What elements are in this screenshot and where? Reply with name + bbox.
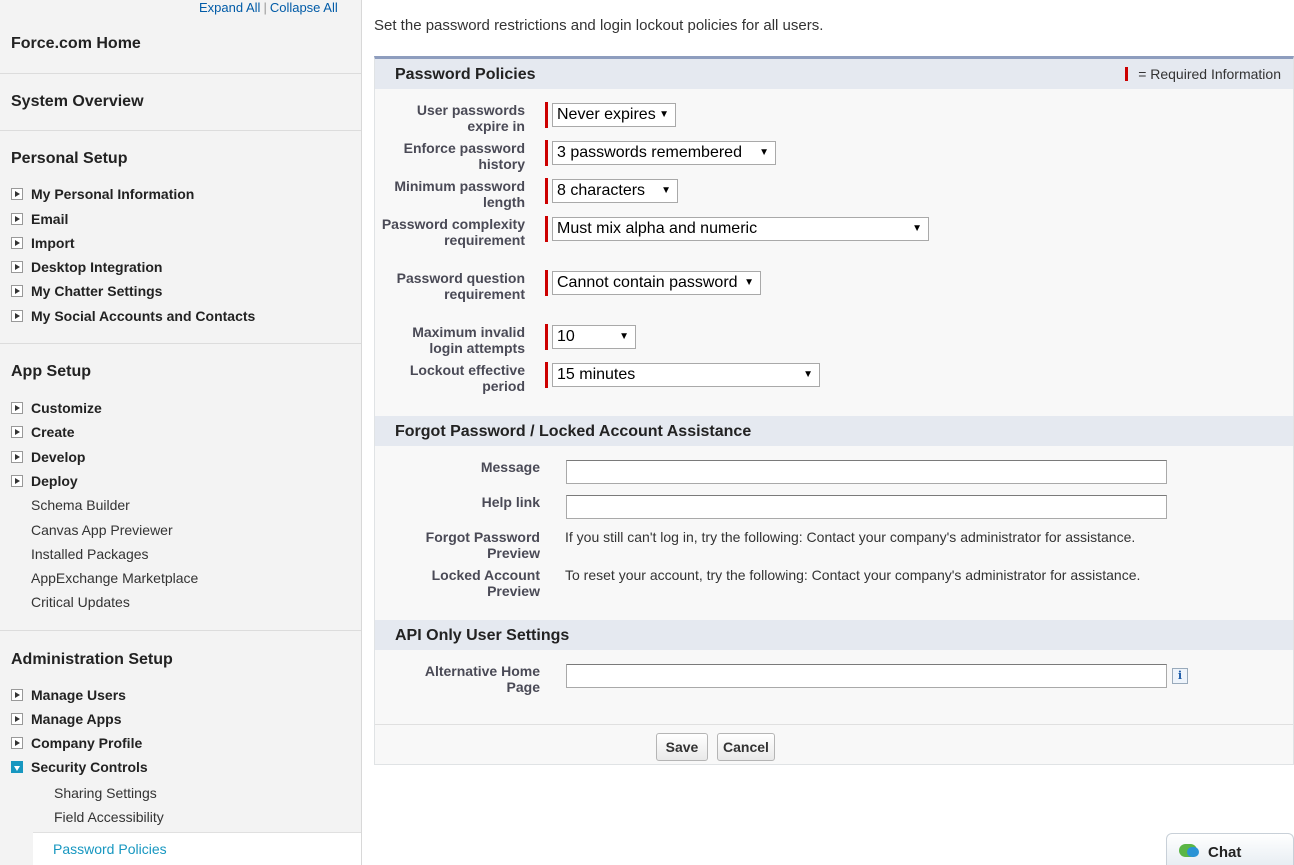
forgot-password-preview-text: If you still can't log in, try the following: Contact your company's administrator for assistance. [565, 529, 1136, 545]
expand-all-link[interactable]: Expand All [199, 0, 261, 15]
sidebar-link-critical-updates[interactable]: Critical Updates [31, 594, 130, 610]
setup-sidebar [0, 0, 362, 865]
chat-widget[interactable] [1166, 833, 1294, 865]
label-locked-account-preview: Locked Account Preview [431, 567, 540, 599]
sidebar-item-deploy[interactable]: Deploy [11, 472, 78, 490]
sidebar-link-sharing-settings[interactable]: Sharing Settings [54, 785, 157, 801]
required-marker [545, 324, 548, 350]
sidebar-title-force-home[interactable]: Force.com Home [11, 35, 141, 52]
sidebar-item-desktop-integration[interactable]: Desktop Integration [11, 258, 162, 276]
chat-label: Chat [1208, 844, 1242, 861]
sidebar-section-overview [0, 73, 361, 131]
sidebar-title-system-overview[interactable]: System Overview [11, 93, 144, 110]
label-help-link: Help link [481, 494, 540, 510]
expand-triangle-icon[interactable] [11, 402, 23, 414]
sidebar-section-personal [0, 130, 361, 344]
sidebar-section-home [0, 18, 361, 73]
sidebar-item-email[interactable]: Email [11, 210, 68, 228]
dropdown-arrow-icon: ▼ [803, 369, 813, 380]
dropdown-arrow-icon: ▼ [659, 109, 669, 120]
sidebar-link-field-accessibility[interactable]: Field Accessibility [54, 809, 164, 825]
chat-bubble-icon [1179, 844, 1197, 857]
sidebar-title-app-setup: App Setup [11, 363, 91, 380]
expand-triangle-icon[interactable] [11, 188, 23, 200]
sidebar-item-chatter-settings[interactable]: My Chatter Settings [11, 282, 162, 300]
sidebar-link-canvas-app-previewer[interactable]: Canvas App Previewer [31, 522, 173, 538]
sidebar-item-manage-users[interactable]: Manage Users [11, 686, 126, 704]
sidebar-link-password-policies-selected[interactable]: Password Policies [33, 832, 361, 865]
expand-triangle-icon[interactable] [11, 285, 23, 297]
sidebar-section-admin [0, 630, 361, 865]
message-input[interactable] [566, 460, 1167, 484]
expand-triangle-icon[interactable] [11, 310, 23, 322]
expand-triangle-icon[interactable] [11, 426, 23, 438]
select-max-invalid-attempts[interactable]: 10 ▼ [552, 325, 636, 349]
expand-triangle-icon[interactable] [11, 261, 23, 273]
select-password-complexity[interactable]: Must mix alpha and numeric ▼ [552, 217, 929, 241]
dropdown-arrow-icon: ▼ [619, 331, 629, 342]
sidebar-item-develop[interactable]: Develop [11, 448, 85, 466]
dropdown-arrow-icon: ▼ [759, 147, 769, 158]
expand-collapse-links: Expand All | Collapse All [199, 0, 338, 15]
label-min-password-length: Minimum password length [394, 178, 525, 210]
alternative-home-page-input[interactable] [566, 664, 1167, 688]
label-max-invalid-attempts: Maximum invalid login attempts [412, 324, 525, 356]
sidebar-item-company-profile[interactable]: Company Profile [11, 734, 142, 752]
sidebar-link-installed-packages[interactable]: Installed Packages [31, 546, 149, 562]
dropdown-arrow-icon: ▼ [744, 277, 754, 288]
section-header-api-only [375, 620, 1293, 650]
section-title: API Only User Settings [395, 627, 570, 644]
label-password-expire: User passwords expire in [416, 102, 525, 134]
required-marker [545, 178, 548, 204]
help-link-input[interactable] [566, 495, 1167, 519]
info-icon[interactable]: i [1172, 668, 1188, 684]
select-lockout-period[interactable]: 15 minutes ▼ [552, 363, 820, 387]
dropdown-arrow-icon: ▼ [912, 223, 922, 234]
sidebar-link-appexchange[interactable]: AppExchange Marketplace [31, 570, 199, 586]
sidebar-item-customize[interactable]: Customize [11, 399, 102, 417]
sidebar-title-admin-setup: Administration Setup [11, 651, 173, 668]
label-forgot-password-preview: Forgot Password Preview [425, 529, 540, 561]
sidebar-item-personal-information[interactable]: My Personal Information [11, 185, 194, 203]
section-header-forgot-password [375, 416, 1293, 446]
sidebar-item-import[interactable]: Import [11, 234, 75, 252]
required-marker [545, 102, 548, 128]
expand-triangle-icon[interactable] [11, 213, 23, 225]
cancel-button[interactable]: Cancel [717, 733, 775, 761]
sidebar-item-create[interactable]: Create [11, 423, 75, 441]
expand-triangle-icon[interactable] [11, 713, 23, 725]
locked-account-preview-text: To reset your account, try the following: Contact your company's administrator for assistance. [565, 567, 1141, 583]
required-marker [545, 140, 548, 166]
dropdown-arrow-icon: ▼ [661, 185, 671, 196]
required-marker [545, 270, 548, 296]
sidebar-title-personal-setup: Personal Setup [11, 150, 128, 167]
section-header-password-policies [375, 59, 1293, 89]
label-alternative-home-page: Alternative Home Page [424, 663, 540, 695]
sidebar-item-manage-apps[interactable]: Manage Apps [11, 710, 122, 728]
expand-triangle-icon[interactable] [11, 689, 23, 701]
label-lockout-period: Lockout effective period [409, 362, 525, 394]
required-information-legend: = Required Information [1125, 66, 1281, 82]
label-password-complexity: Password complexity requirement [381, 216, 525, 248]
collapse-all-link[interactable]: Collapse All [269, 0, 338, 15]
main-content [362, 0, 1294, 865]
save-button[interactable]: Save [656, 733, 708, 761]
page-description: Set the password restrictions and login lockout policies for all users. [374, 17, 824, 34]
select-password-question[interactable]: Cannot contain password ▼ [552, 271, 761, 295]
sidebar-item-social-accounts[interactable]: My Social Accounts and Contacts [11, 307, 255, 325]
section-title: Forgot Password / Locked Account Assistance [395, 423, 752, 440]
required-marker-icon [1125, 67, 1128, 81]
select-min-password-length[interactable]: 8 characters ▼ [552, 179, 678, 203]
password-policies-panel [374, 56, 1294, 765]
label-password-question: Password question requirement [396, 270, 525, 302]
button-row [375, 724, 1293, 766]
sidebar-link-schema-builder[interactable]: Schema Builder [31, 497, 130, 513]
expand-triangle-icon[interactable] [11, 475, 23, 487]
sidebar-section-app [0, 343, 361, 631]
label-password-history: Enforce password history [403, 140, 525, 172]
sidebar-item-security-controls[interactable]: Security Controls [11, 758, 148, 776]
required-marker [545, 216, 548, 242]
label-message: Message [480, 459, 540, 475]
expand-triangle-icon[interactable] [11, 237, 23, 249]
select-password-history[interactable]: 3 passwords remembered ▼ [552, 141, 776, 165]
expand-triangle-icon[interactable] [11, 737, 23, 749]
section-title: Password Policies [395, 66, 536, 83]
expand-triangle-icon[interactable] [11, 451, 23, 463]
collapse-triangle-icon[interactable] [11, 761, 23, 773]
required-marker [545, 362, 548, 388]
select-password-expire[interactable]: Never expires ▼ [552, 103, 676, 127]
